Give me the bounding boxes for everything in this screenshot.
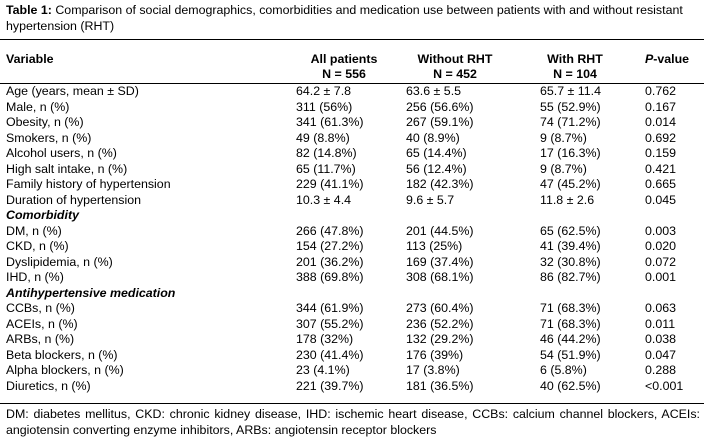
cell-all-patients: 82 (14.8%) [296, 146, 357, 160]
row-variable: ACEIs, n (%) [6, 316, 78, 331]
cell-all-patients: 49 (8.8%) [296, 130, 350, 145]
cell-p-value: 0.038 [645, 332, 677, 346]
cell-p-value: 0.011 [645, 316, 676, 331]
header-p-rest: -value [653, 52, 690, 66]
cell-all-patients: 307 (55.2%) [296, 316, 364, 331]
cell-p-value: 0.692 [645, 130, 677, 145]
cell-with-rht: 65.7 ± 11.4 [540, 84, 601, 98]
cell-p-value: 0.762 [645, 84, 677, 98]
cell-p-value: 0.288 [645, 363, 677, 377]
row-variable: Beta blockers, n (%) [6, 347, 118, 362]
cell-with-rht: 54 (51.9%) [540, 347, 601, 362]
cell-all-patients: 230 (41.4%) [296, 347, 364, 362]
header-without-n: N = 452 [433, 67, 477, 81]
cell-p-value: <0.001 [645, 378, 684, 393]
cell-without-rht: 169 (37.4%) [406, 254, 474, 269]
row-variable: Family history of hypertension [6, 177, 171, 191]
row-variable: Alcohol users, n (%) [6, 146, 117, 160]
cell-p-value: 0.072 [645, 254, 677, 269]
cell-p-value: 0.063 [645, 301, 677, 315]
caption-label: Table 1: [6, 3, 52, 17]
cell-with-rht: 32 (30.8%) [540, 254, 601, 269]
cell-with-rht: 9 (8.7%) [540, 130, 587, 145]
cell-all-patients: 201 (36.2%) [296, 254, 364, 269]
rule-top [0, 39, 704, 40]
cell-with-rht: 71 (68.3%) [540, 301, 601, 315]
rule-bottom [0, 403, 704, 404]
cell-without-rht: 182 (42.3%) [406, 177, 474, 191]
cell-with-rht: 40 (62.5%) [540, 378, 601, 393]
cell-without-rht: 9.6 ± 5.7 [406, 192, 455, 207]
cell-p-value: 0.167 [645, 99, 677, 114]
cell-all-patients: 388 (69.8%) [296, 270, 364, 284]
caption-text: Comparison of social demographics, comorbidities and medication use between patients with and without resistant hypertension (RHT) [6, 3, 683, 33]
cell-all-patients: 266 (47.8%) [296, 223, 364, 238]
cell-p-value: 0.014 [645, 115, 677, 129]
cell-with-rht: 9 (8.7%) [540, 161, 587, 176]
cell-with-rht: 74 (71.2%) [540, 115, 601, 129]
section-heading: Antihypertensive medication [6, 285, 176, 300]
cell-all-patients: 311 (56%) [296, 99, 353, 114]
row-variable: CKD, n (%) [6, 239, 69, 253]
section-heading: Comorbidity [6, 208, 79, 222]
row-variable: Duration of hypertension [6, 192, 142, 207]
cell-all-patients: 221 (39.7%) [296, 378, 364, 393]
cell-all-patients: 154 (27.2%) [296, 239, 364, 253]
row-variable: IHD, n (%) [6, 270, 64, 284]
cell-p-value: 0.001 [645, 270, 677, 284]
cell-p-value: 0.665 [645, 177, 677, 191]
cell-all-patients: 23 (4.1%) [296, 363, 350, 377]
row-variable: Dyslipidemia, n (%) [6, 254, 113, 269]
table-footnote: DM: diabetes mellitus, CKD: chronic kidney disease, IHD: ischemic heart disease, CCBs: calcium channel blockers, ACEIs: angiotensin converting enzyme inhibitors, ARBs: angiotensin receptor blockers [6, 407, 700, 437]
row-variable: CCBs, n (%) [6, 301, 75, 315]
cell-with-rht: 65 (62.5%) [540, 223, 601, 238]
cell-p-value: 0.159 [645, 146, 677, 160]
table-caption [6, 2, 700, 34]
header-all-n: N = 556 [322, 67, 366, 81]
cell-all-patients: 229 (41.1%) [296, 177, 364, 191]
cell-without-rht: 17 (3.8%) [406, 363, 460, 377]
row-variable: Diuretics, n (%) [6, 378, 91, 393]
header-with-n: N = 104 [553, 67, 597, 81]
cell-without-rht: 40 (8.9%) [406, 130, 460, 145]
cell-with-rht: 86 (82.7%) [540, 270, 601, 284]
cell-with-rht: 71 (68.3%) [540, 316, 601, 331]
cell-without-rht: 201 (44.5%) [406, 223, 474, 238]
cell-with-rht: 6 (5.8%) [540, 363, 587, 377]
row-variable: Obesity, n (%) [6, 115, 84, 129]
cell-without-rht: 256 (56.6%) [406, 99, 474, 114]
cell-all-patients: 10.3 ± 4.4 [296, 192, 352, 207]
row-variable: Alpha blockers, n (%) [6, 363, 124, 377]
header-p-value [645, 52, 689, 66]
cell-all-patients: 65 (11.7%) [296, 161, 356, 176]
cell-p-value: 0.047 [645, 347, 677, 362]
cell-without-rht: 308 (68.1%) [406, 270, 474, 284]
header-with-rht: With RHT [547, 52, 603, 66]
cell-without-rht: 65 (14.4%) [406, 146, 467, 160]
cell-without-rht: 176 (39%) [406, 347, 464, 362]
cell-all-patients: 341 (61.3%) [296, 115, 364, 129]
cell-with-rht: 11.8 ± 2.6 [540, 192, 595, 207]
cell-without-rht: 181 (36.5%) [406, 378, 474, 393]
cell-p-value: 0.003 [645, 223, 677, 238]
cell-without-rht: 267 (59.1%) [406, 115, 474, 129]
header-without-rht: Without RHT [417, 52, 493, 66]
header-variable: Variable [6, 52, 54, 66]
cell-p-value: 0.020 [645, 239, 677, 253]
cell-with-rht: 55 (52.9%) [540, 99, 601, 114]
cell-with-rht: 47 (45.2%) [540, 177, 601, 191]
row-variable: Male, n (%) [6, 99, 70, 114]
cell-all-patients: 178 (32%) [296, 332, 354, 346]
cell-all-patients: 64.2 ± 7.8 [296, 84, 352, 98]
header-p-letter: P [645, 52, 654, 66]
cell-with-rht: 41 (39.4%) [540, 239, 601, 253]
row-variable: DM, n (%) [6, 223, 62, 238]
cell-without-rht: 273 (60.4%) [406, 301, 474, 315]
cell-without-rht: 63.6 ± 5.5 [406, 84, 462, 98]
row-variable: Smokers, n (%) [6, 130, 92, 145]
cell-with-rht: 46 (44.2%) [540, 332, 601, 346]
row-variable: High salt intake, n (%) [6, 161, 128, 176]
cell-p-value: 0.045 [645, 192, 677, 207]
header-all-patients: All patients [310, 52, 378, 66]
cell-without-rht: 56 (12.4%) [406, 161, 467, 176]
cell-without-rht: 236 (52.2%) [406, 316, 474, 331]
cell-without-rht: 113 (25%) [406, 239, 463, 253]
cell-all-patients: 344 (61.9%) [296, 301, 364, 315]
row-variable: Age (years, mean ± SD) [6, 84, 139, 98]
row-variable: ARBs, n (%) [6, 332, 75, 346]
cell-p-value: 0.421 [645, 161, 677, 176]
cell-with-rht: 17 (16.3%) [540, 146, 601, 160]
cell-without-rht: 132 (29.2%) [406, 332, 474, 346]
